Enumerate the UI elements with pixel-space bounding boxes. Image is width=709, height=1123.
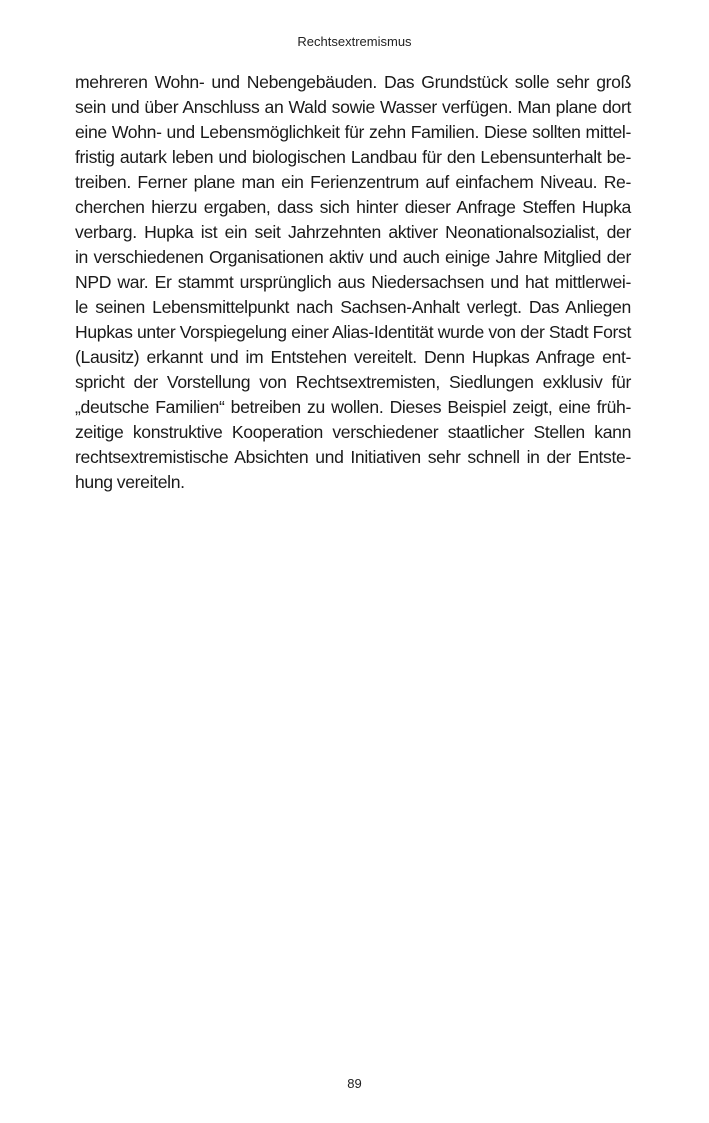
text-line: in verschiedenen Organisationen aktiv und auch einige Jahre Mitglied der bbox=[75, 247, 631, 267]
text-line: eine Wohn- und Lebensmöglichkeit für zehn Familien. Diese sollten mittel- bbox=[75, 122, 631, 142]
text-line: sein und über Anschluss an Wald sowie Wasser verfügen. Man plane dort bbox=[75, 97, 631, 117]
text-line: le seinen Lebensmittelpunkt nach Sachsen-Anhalt verlegt. Das Anliegen bbox=[75, 297, 631, 317]
text-line: treiben. Ferner plane man ein Ferienzentrum auf einfachem Niveau. Re- bbox=[75, 172, 631, 192]
text-line: NPD war. Er stammt ursprünglich aus Niedersachsen und hat mittlerwei- bbox=[75, 272, 631, 292]
page-number: 89 bbox=[347, 1076, 362, 1091]
text-line: mehreren Wohn- und Nebengebäuden. Das Grundstück solle sehr groß bbox=[75, 72, 631, 92]
text-line: zeitige konstruktive Kooperation verschiedener staatlicher Stellen kann bbox=[75, 422, 631, 442]
text-line: „deutsche Familien“ betreiben zu wollen. Dieses Beispiel zeigt, eine früh- bbox=[75, 397, 631, 417]
text-line: rechtsextremistische Absichten und Initiativen sehr schnell in der Entste- bbox=[75, 447, 631, 467]
text-line: spricht der Vorstellung von Rechtsextremisten, Siedlungen exklusiv für bbox=[75, 372, 631, 392]
text-line: (Lausitz) erkannt und im Entstehen vereitelt. Denn Hupkas Anfrage ent- bbox=[75, 347, 631, 367]
text-line: verbarg. Hupka ist ein seit Jahrzehnten aktiver Neonationalsozialist, der bbox=[75, 222, 631, 242]
text-line: fristig autark leben und biologischen Landbau für den Lebensunterhalt be- bbox=[75, 147, 631, 167]
body-paragraph bbox=[75, 70, 631, 495]
running-header: Rechtsextremismus bbox=[297, 34, 412, 49]
text-line: Hupkas unter Vorspiegelung einer Alias-Identität wurde von der Stadt Forst bbox=[75, 322, 631, 342]
text-line-last: hung vereiteln. bbox=[75, 472, 185, 492]
text-line: cherchen hierzu ergaben, dass sich hinter dieser Anfrage Steffen Hupka bbox=[75, 197, 631, 217]
